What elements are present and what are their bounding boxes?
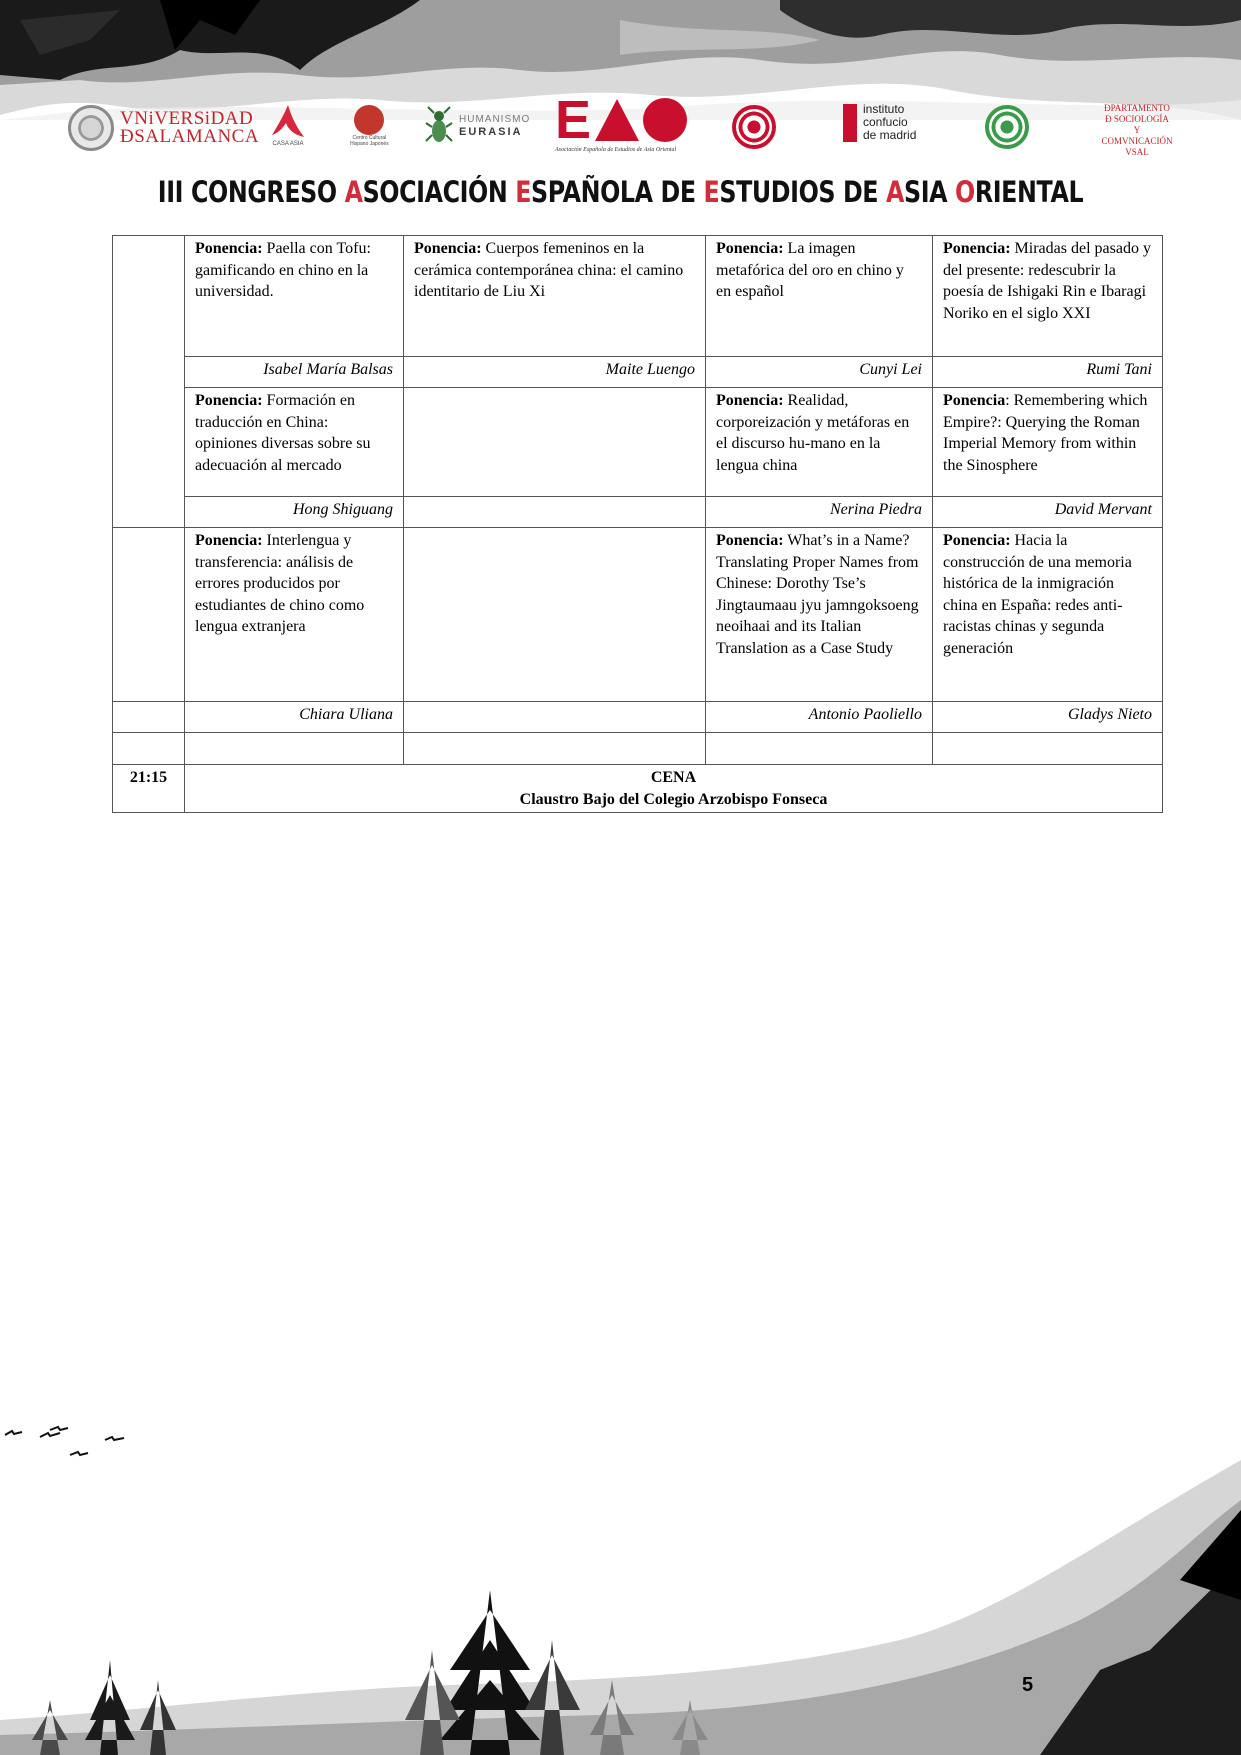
paper-title: La imagen metafórica del oro en chino y en español: [716, 240, 904, 300]
dept-line-3: Y COMVNICACIÓN: [1101, 125, 1173, 146]
paper-cell: [933, 388, 1163, 497]
footer-landscape-art: [0, 1420, 1241, 1755]
table-row: [113, 528, 1163, 702]
table-row: [113, 702, 1163, 733]
author-cell-empty: [404, 702, 706, 733]
author-cell: Rumi Tani: [933, 357, 1163, 388]
table-row: [113, 388, 1163, 497]
departamento-logo: [1098, 103, 1176, 158]
paper-title: Formación en traducción en China: opiniones diversas sobre su adecuación al mercado: [195, 392, 371, 474]
author-cell: Gladys Nieto: [933, 702, 1163, 733]
confucio-line-3: de madrid: [863, 128, 917, 142]
paper-label: Ponencia: [943, 392, 1006, 409]
eao-subtitle: Asociación Española de Estudios de Asia Oriental: [555, 147, 677, 153]
title-initial-e: E: [703, 175, 720, 209]
table-row: [113, 236, 1163, 357]
author-cell: Isabel María Balsas: [185, 357, 404, 388]
paper-label: Ponencia:: [195, 392, 263, 409]
author-cell-empty: [404, 497, 706, 528]
eao-logo: [555, 90, 687, 153]
paper-label: Ponencia:: [414, 240, 482, 257]
paper-title: Hacia la construcción de una memoria histórica de la inmigración china en España: redes anti-racistas chinas y segunda generación: [943, 532, 1132, 657]
eao-triangle-icon: [595, 99, 639, 141]
eao-circle-icon: [643, 98, 687, 142]
empty-cell: [113, 733, 185, 765]
title-part: RIENTAL: [974, 175, 1084, 209]
red-swirl-icon: [732, 105, 776, 149]
paper-label: Ponencia:: [195, 240, 263, 257]
author-cell: Chiara Uliana: [185, 702, 404, 733]
time-cell-empty: [113, 528, 185, 702]
paper-label: Ponencia:: [716, 392, 784, 409]
title-part: STUDIOS DE: [719, 175, 887, 209]
dept-line-2: Ð SOCIOLOGÍA: [1105, 114, 1169, 124]
casa-asia-logo: [268, 103, 308, 147]
confucio-line-1: instituto: [863, 102, 905, 116]
title-part: SOCIACIÓN: [362, 175, 516, 209]
paper-title: Interlengua y transferencia: análisis de errores producidos por estudiantes de chino como lengua extranjera: [195, 532, 365, 635]
dinner-place: Claustro Bajo del Colegio Arzobispo Fonseca: [519, 790, 828, 808]
paper-label: Ponencia:: [195, 532, 263, 549]
paper-label: Ponencia:: [716, 532, 784, 549]
paper-title: : Remembering which Empire?: Querying the Roman Imperial Memory from within the Sinosphere: [943, 392, 1148, 474]
empty-cell: [706, 733, 933, 765]
centro-cultural-line-2: Hispano Japonés: [350, 141, 389, 147]
page-number: 5: [1022, 1674, 1034, 1696]
centro-cultural-icon: [354, 105, 384, 135]
paper-label: Ponencia:: [716, 240, 784, 257]
sponsor-logos-row: [0, 90, 1241, 165]
confucio-bar-icon: [843, 104, 857, 142]
centro-cultural-line-1: Centro Cultural: [352, 135, 387, 141]
title-part: SIA: [904, 175, 956, 209]
author-cell: Nerina Piedra: [706, 497, 933, 528]
paper-title: Paella con Tofu: gamificando en chino en la universidad.: [195, 240, 371, 300]
confucio-line-2: confucio: [863, 115, 908, 129]
paper-cell: [706, 388, 933, 497]
paper-cell: [185, 388, 404, 497]
title-part: III CONGRESO: [157, 175, 345, 209]
author-cell: Hong Shiguang: [185, 497, 404, 528]
paper-cell: [933, 528, 1163, 702]
title-initial-a: A: [344, 175, 363, 209]
instituto-confucio-logo: [843, 103, 916, 142]
paper-title: Cuerpos femeninos en la cerámica contemporánea china: el camino identitario de Liu Xi: [414, 240, 684, 300]
casa-asia-icon: [268, 103, 308, 141]
empty-cell: [933, 733, 1163, 765]
beetle-icon: [425, 105, 453, 147]
author-cell: Maite Luengo: [404, 357, 706, 388]
paper-cell: [185, 528, 404, 702]
paper-title: Realidad, corporeización y metáforas en el discurso hu-mano en la lengua china: [716, 392, 910, 474]
time-cell-empty: [113, 236, 185, 528]
table-row-empty: [113, 733, 1163, 765]
table-row: [113, 357, 1163, 388]
paper-title: Miradas del pasado y del presente: redescubrir la poesía de Ishigaki Rin e Ibaragi Noriko en el siglo XXI: [943, 240, 1151, 322]
humanismo-label: HUMANISMO: [459, 114, 531, 125]
title-initial-e: E: [515, 175, 532, 209]
title-part: SPAÑOLA DE: [531, 175, 704, 209]
centro-cultural-logo: [350, 105, 389, 147]
university-seal-icon: [68, 105, 114, 151]
author-cell: Antonio Paoliello: [706, 702, 933, 733]
author-cell: Cunyi Lei: [706, 357, 933, 388]
congress-title: [112, 175, 1130, 209]
schedule-table: [112, 235, 1163, 813]
paper-cell: [706, 236, 933, 357]
paper-label: Ponencia:: [943, 532, 1011, 549]
time-cell-empty: [113, 702, 185, 733]
dinner-cell: [185, 765, 1163, 813]
dept-line-4: VSAL: [1125, 147, 1149, 157]
empty-cell: [185, 733, 404, 765]
empty-cell: [404, 733, 706, 765]
paper-title: What’s in a Name? Translating Proper Names from Chinese: Dorothy Tse’s Jingtaumaau jyu jamngoksoeng neoihaai and its Italian Translation as a Case Study: [716, 532, 919, 657]
author-cell: David Mervant: [933, 497, 1163, 528]
birds-illustration: [0, 1425, 140, 1485]
usal-line-1: VNiVERSiDAD: [120, 108, 254, 129]
red-swirl-logo: [732, 105, 776, 149]
casa-asia-label: CASA ASIA: [272, 141, 304, 147]
dinner-row: [113, 765, 1163, 813]
paper-cell: [706, 528, 933, 702]
universidad-salamanca-logo: [68, 105, 259, 151]
eao-letter-e: E: [555, 90, 592, 150]
paper-cell: [404, 236, 706, 357]
title-initial-a: A: [886, 175, 905, 209]
paper-cell-empty: [404, 388, 706, 497]
green-swirl-logo: [985, 105, 1029, 149]
paper-cell-empty: [404, 528, 706, 702]
dinner-title: CENA: [650, 769, 697, 786]
paper-cell: [185, 236, 404, 357]
usal-line-2: ÐSALAMANCA: [120, 126, 260, 147]
paper-label: Ponencia:: [943, 240, 1011, 257]
dept-line-1: ÐPARTAMENTO: [1104, 103, 1170, 113]
humanismo-eurasia-logo: [425, 105, 530, 147]
table-row: [113, 497, 1163, 528]
eurasia-label: EURASIA: [459, 126, 523, 138]
green-swirl-icon: [985, 105, 1029, 149]
dinner-time: 21:15: [113, 765, 185, 813]
paper-cell: [933, 236, 1163, 357]
title-initial-o: O: [955, 175, 975, 209]
